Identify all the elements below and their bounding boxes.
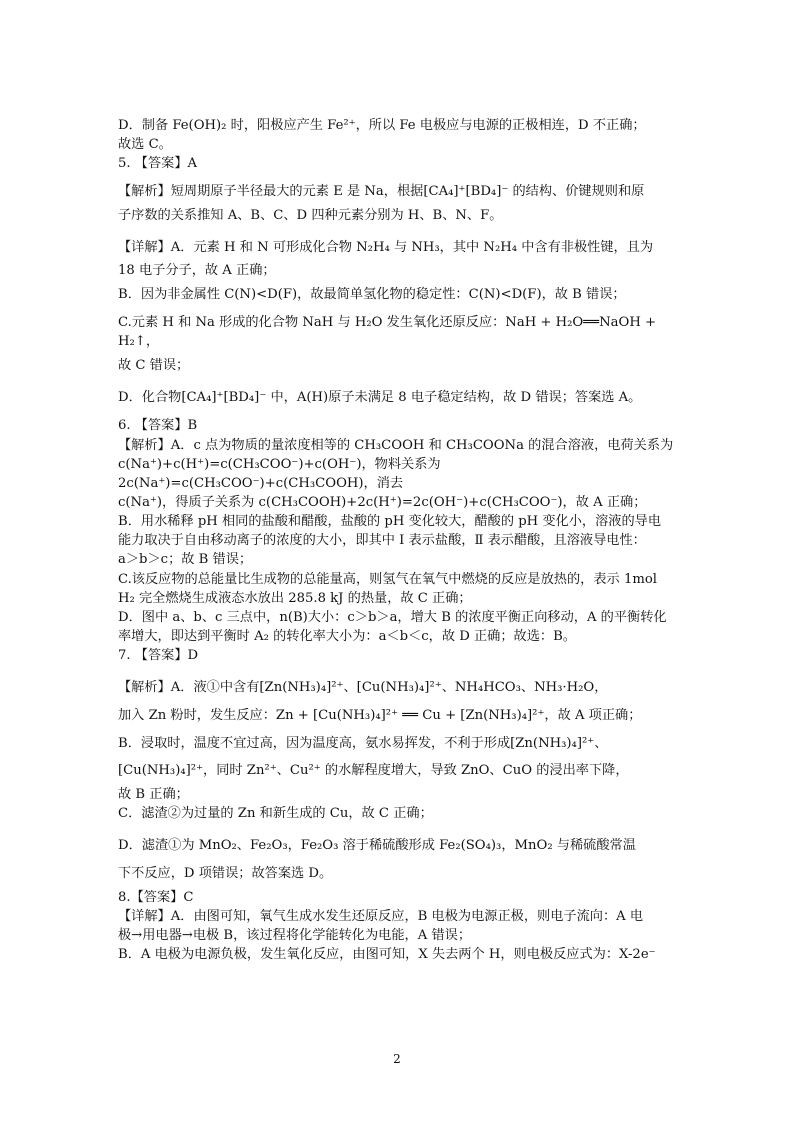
text-line: 18 电子分子，故 A 正确； xyxy=(118,263,276,279)
text-line: 【解析】短周期原子半径最大的元素 E 是 Na，根据[CA₄]⁺[BD₄]⁻ 的结构、价键规则和原 xyxy=(118,184,645,200)
text-line: 加入 Zn 粉时，发生反应：Zn + [Cu(NH₃)₄]²⁺ ══ Cu + [Zn(NH₃)₄]²⁺，故 A 项正确； xyxy=(118,707,642,723)
text-line: D．制备 Fe(OH)₂ 时，阳极应产生 Fe²⁺，所以 Fe 电极应与电源的正极相连，D 不正确； xyxy=(118,118,646,133)
text-line: B．因为非金属性 C(N)<D(F)，故最简单氢化物的稳定性：C(N)<D(F)，故 B 错误； xyxy=(118,287,626,303)
text-line: [Cu(NH₃)₄]²⁺，同时 Zn²⁺、Cu²⁺ 的水解程度增大，导致 ZnO、CuO 的浸出率下降， xyxy=(118,763,629,779)
text-line: B．用水稀释 pH 相同的盐酸和醋酸，盐酸的 pH 变化较大，醋酸的 pH 变化小，溶液的导电 xyxy=(118,514,662,530)
text-line: D．滤渣①为 MnO₂、Fe₂O₃，Fe₂O₃ 溶于稀硫酸形成 Fe₂(SO₄)₃，MnO₂ 与稀硫酸常温 xyxy=(118,838,636,854)
text-line: 故选 C。 xyxy=(118,137,172,153)
text-line: c(Na⁺)，得质子关系为 c(CH₃COOH)+2c(H⁺)=2c(OH⁻)+c(CH₃COO⁻)，故 A 正确； xyxy=(118,494,647,510)
text-line: B．A 电极为电源负极，发生氧化反应，由图可知，X 失去两个 H，则电极反应式为：X-2e⁻ xyxy=(118,947,656,963)
text-line: 子序数的关系推知 A、B、C、D 四种元素分别为 H、B、N、F。 xyxy=(118,207,503,223)
text-line: 极→用电器→电极 B，该过程将化学能转化为电能，A 错误； xyxy=(118,928,472,944)
text-line: B．浸取时，温度不宜过高，因为温度高，氨水易挥发，不利于形成[Zn(NH₃)₄]²⁺、 xyxy=(118,735,608,751)
text-line: 【解析】A．c 点为物质的量浓度相等的 CH₃COOH 和 CH₃COONa 的混合溶液，电荷关系为 xyxy=(118,437,674,453)
text-line: C．滤渣②为过量的 Zn 和新生成的 Cu，故 C 正确； xyxy=(118,806,433,822)
text-line: 【解析】A．液①中含有[Zn(NH₃)₄]²⁺、[Cu(NH₃)₄]²⁺、NH₄HCO₃、NH₃·H₂O， xyxy=(118,680,608,696)
text-line: 6. 【答案】B xyxy=(118,418,198,434)
text-line: 7. 【答案】D xyxy=(118,648,199,664)
text-line: D．化合物[CA₄]⁺[BD₄]⁻ 中，A(H)原子未满足 8 电子稳定结构，故 D 错误；答案选 A。 xyxy=(118,390,642,406)
text-line: 5. 【答案】A xyxy=(118,156,198,172)
text-line: 下不反应，D 项错误；故答案选 D。 xyxy=(118,866,333,882)
text-line: H₂ 完全燃烧生成液态水放出 285.8 kJ 的热量，故 C 正确； xyxy=(118,590,472,606)
text-line: c(Na⁺)+c(H⁺)=c(CH₃COO⁻)+c(OH⁻)，物料关系为 2c(Na⁺)=c(CH₃COO⁻)+c(CH₃COOH)，消去 xyxy=(118,456,441,491)
text-line: 【详解】A．由图可知，氧气生成水发生还原反应，B 电极为电源正极，则电子流向：A 电 xyxy=(118,908,644,924)
page-number: 2 xyxy=(393,1052,401,1066)
text-line: 故 C 错误； xyxy=(118,357,190,373)
text-line: D．图中 a、b、c 三点中，n(B)大小：c＞b＞a，增大 B 的浓度平衡正向移动，A 的平衡转化 xyxy=(118,609,667,625)
text-line: 故 B 正确； xyxy=(118,787,189,803)
text-line: 【详解】A．元素 H 和 N 可形成化合物 N₂H₄ 与 NH₃，其中 N₂H₄ 中含有非极性键，且为 xyxy=(118,240,654,256)
text-line: a＞b＞c；故 B 错误； xyxy=(118,552,253,568)
text-line: 率增大，即达到平衡时 A₂ 的转化率大小为：a＜b＜c，故 D 正确；故选：B。 xyxy=(118,628,576,644)
text-line: 8.【答案】C xyxy=(118,889,194,905)
text-line: 能力取决于自由移动离子的浓度的大小，即其中 Ⅰ 表示盐酸，Ⅱ 表示醋酸，且溶液导电性： xyxy=(118,533,646,549)
document-body xyxy=(118,116,678,964)
text-line: C.元素 H 和 Na 形成的化合物 NaH 与 H₂O 发生氧化还原反应：NaH + H₂O══NaOH + H₂↑， xyxy=(118,315,657,350)
text-line: C.该反应物的总能量比生成物的总能量高，则氢气在氧气中燃烧的反应是放热的，表示 1mol xyxy=(118,571,657,587)
